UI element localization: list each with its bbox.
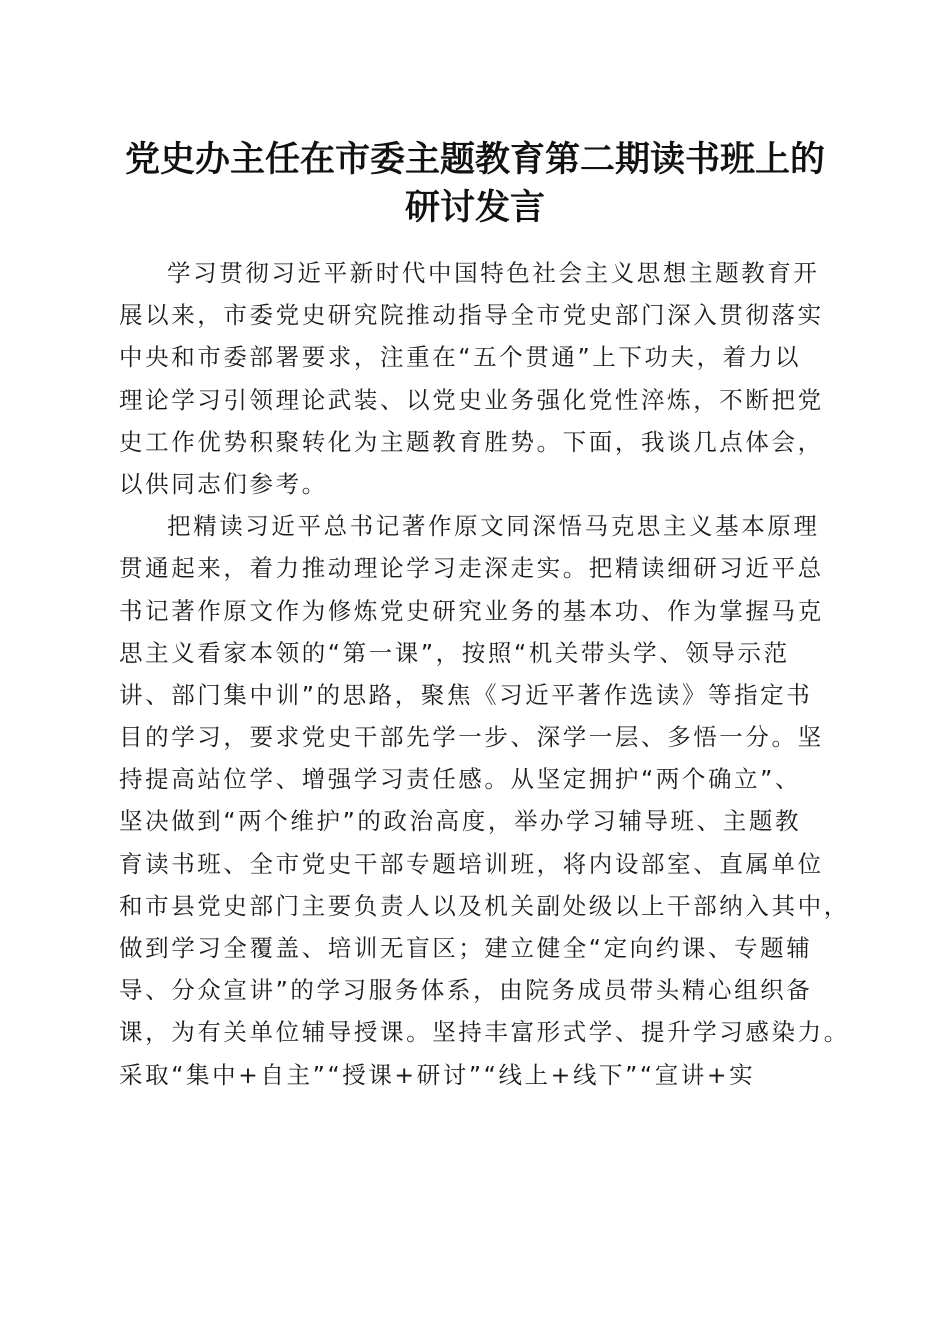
paragraph-2 [119,505,850,1096]
document-title [100,136,850,232]
paragraph-1 [119,252,825,505]
text-line: 和市县党史部门主要负责人以及机关副处级以上干部纳入其中， [119,891,850,920]
text-line: 思主义看家本领的“第一课”，按照“机关带头学、领导示范 [119,638,790,667]
text-line: 理论学习引领理论武装、以党史业务强化党性淬炼，不断把党 [119,385,824,414]
text-line: 史工作优势积聚转化为主题教育胜势。下面，我谈几点体会， [119,427,824,456]
text-line: 讲、部门集中训”的思路，聚焦《习近平著作选读》等指定书 [119,680,813,709]
text-line: 课，为有关单位辅导授课。坚持丰富形式学、提升学习感染力。 [119,1018,850,1047]
text-line: 目的学习，要求党史干部先学一步、深学一层、多悟一分。坚 [119,723,824,752]
text-line: 以供同志们参考。 [119,469,328,498]
text-line: 做到学习全覆盖、培训无盲区；建立健全“定向约课、专题辅 [119,934,813,962]
text-line: 育读书班、全市党史干部专题培训班，将内设部室、直属单位 [119,849,824,878]
text-line: 坚决做到“两个维护”的政治高度，举办学习辅导班、主题教 [119,807,802,836]
text-line: 采取“集中+自主”“授课+研讨”“线上+线下”“宣讲+实 [119,1060,756,1089]
document-body [119,252,850,1096]
title-line-2: 研讨发言 [404,187,545,228]
text-line: 中央和市委部署要求，注重在“五个贯通”上下功夫，着力以 [119,343,802,372]
text-line: 持提高站位学、增强学习责任感。从坚定拥护“两个确立”、 [119,765,802,794]
text-line: 书记著作原文作为修炼党史研究业务的基本功、作为掌握马克 [119,596,824,625]
text-line: 贯通起来，着力推动理论学习走深走实。把精读细研习近平总 [119,554,824,583]
text-line: 把精读习近平总书记著作原文同深悟马克思主义基本原理 [167,512,820,541]
text-line: 学习贯彻习近平新时代中国特色社会主义思想主题教育开 [167,259,820,287]
text-line: 展以来，市委党史研究院推动指导全市党史部门深入贯彻落实 [119,301,824,330]
text-line: 导、分众宣讲”的学习服务体系，由院务成员带头精心组织备 [119,976,813,1005]
title-line-1: 党史办主任在市委主题教育第二期读书班上的 [124,139,825,180]
